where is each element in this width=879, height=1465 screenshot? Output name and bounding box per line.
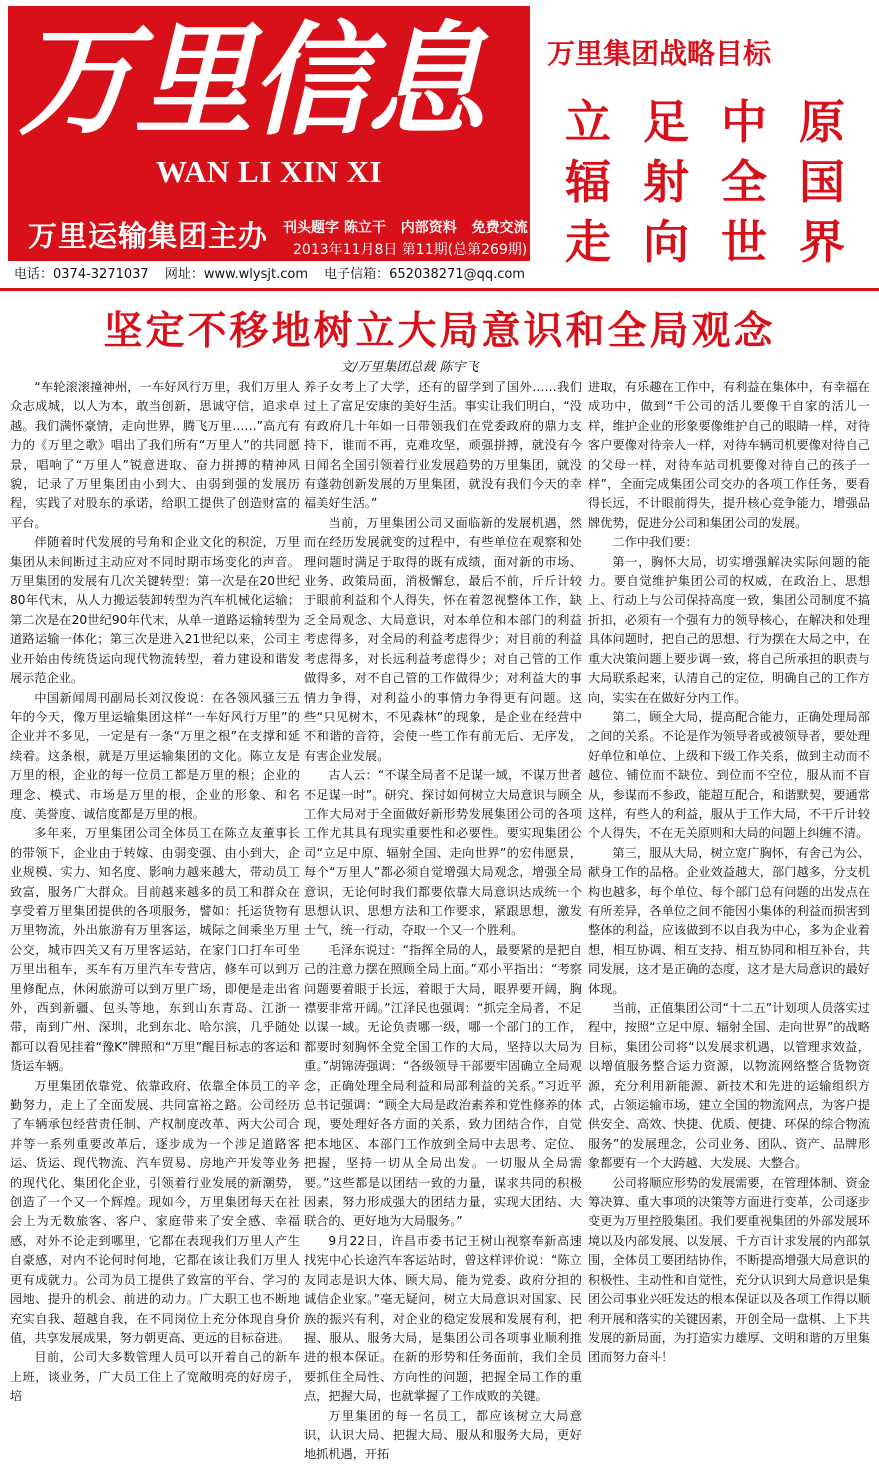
email-link[interactable]: 电子信箱：652038271@qq.com <box>324 267 525 282</box>
goal-char: 辐 <box>565 155 611 209</box>
article-paragraph: 中国新闻周刊副局长刘汉俊说：在各领风骚三五年的今天，像万里运输集团这样“一车好风行万里”的企业并不多见，一定是有一条“万里之根”在支撑和延续着。这条根，就是万里运输集团的文化。陈立友是万里的根，企业的每一位员工都是万里的根；企业的理念、模式、市场是万里的根，企业的形象、和名度、美誉度、诚信度都是万里的根。 <box>10 690 300 821</box>
article-paragraph: 万里集团的每一名员工，都应该树立大局意识，认识大局、把握大局、服从和服务大局，更好地抓机遇，开拓 <box>304 1408 582 1462</box>
newspaper-title: 万里信息 <box>18 8 484 152</box>
goals-heading: 万里集团战略目标 <box>547 37 772 70</box>
article-paragraph: 古人云：“不谋全局者不足谋一域，不谋万世者不足谋一时”。研究、探讨如何树立大局意识与顾全工作大局对于全面做好新形势发展集团公司的各项工作尤其具有现实重要性和必要性。要实现集团公司“立足中原、辐射全国、走向世界”的宏伟愿景，每个“万里人”都必须自觉增强大局观念，增强全局意识，无论何时我们都要依靠大局意识达成统一个思想认识、思想方法和工作要求，紧跟思想，激发士气，统一行动，夺取一个又一个胜利。 <box>304 768 582 938</box>
article-paragraph: 第三，服从大局，树立宽广胸怀，有舍己为公、献身工作的品格。企业效益越大，部门越多，分支机构也越多，每个单位、每个部门总有问题的出发点在有所差异，各单位之间不能因小集体的利益而损害到整体的利益，应该做到不以自我为中心，多为企业着想，相互协调、相互支持、相互协同和相互补台，共同发展，这才是正确的态度，这才是大局意识的最好体现。 <box>588 845 870 996</box>
issue-info: 2013年11月8日 第11期(总第269期) <box>293 242 528 258</box>
internal-label: 内部资料 <box>400 220 457 236</box>
goal-line-2 <box>565 146 845 212</box>
goal-char: 向 <box>643 215 689 269</box>
article-paragraph: 第一，胸怀大局，切实增强解决实际问题的能力。要自觉维护集团公司的权威，在政治上、思想上、行动上与公司保持高度一致，集团公司制度不搞折扣，必须有一个强有力的领导核心，在解决和处理具体问题时，把自己的思想、行为摆在大局之中，在重大决策问题上要步调一致，将自己所承担的职责与大局联系起来，认清自己的定位，明确自己的工作方向，实实在在做好分内工作。 <box>588 554 870 705</box>
article-paragraph: 当前，万里集团公司又面临新的发展机遇，然而在经历发展就变的过程中，有些单位在观察和处理问题时满足于取得的既有成绩，面对新的市场、业务、政策局面，消极懈怠，最后不前，斤斤计较于眼前利益和个人得失，怀在着忽视整体工作，缺乏全局观念、大局意识，对本单位和本部门的利益考虑得多，对全局的利益考虑得少；对目前的利益考虑得多，对长远利益考虑得少；对自己管的工作做得多，对不自己管的工作做得少；对利益大的事情力争得，对利益小的事情力争得更有问题。这些“只见树木，不见森林”的现象，是企业在经营中不和谐的音符，会使一些工作有前无后、无序发，有害企业发展。 <box>304 515 582 763</box>
article-paragraph: 二作中我们要： <box>612 535 698 550</box>
article-paragraph: 9月22日，许昌市委书记王树山视察奉新高速找宪中心长途汽车客运站时，曾这样评价说：“陈立友同志是识大体、顾大局、能为党委、政府分担的诚信企业家。”毫无疑问，树立大局意识对国家、民族的振兴有利，对企业的稳定发展和发展有利，把握、服从、服务大局，是集团公司各项事业顺利推进的根本保证。在新的形势和任务面前，我们全员要抓住全局性、方向性的问题，把握全局工作的重点，把握大局，也就掌握了工作成败的关键。 <box>304 1233 582 1404</box>
goal-char: 界 <box>799 215 845 269</box>
article-paragraph: 进取，有乐趣在工作中，有利益在集体中，有幸福在成功中，做到“千公司的活儿要像干自家的活儿一样，维护企业的形象要像维护自己的眼睛一样，对待客户要像对待亲人一样，对待车辆司机要像对待自己的父母一样，对待车站司机要像对待自己的孩子一样”，全面完成集团公司交办的各项工作任务，要看得长远，不计眼前得失，提升核心竞争能力，增强品牌优势，促进分公司和集团公司的发展。 <box>588 380 870 530</box>
divider <box>0 288 879 291</box>
website-link[interactable]: 网址：www.wlysjt.com <box>164 267 308 282</box>
article-paragraph: 当前，正值集团公司“十二五”计划项人员落实过程中，按照“立足中原、辐射全国、走向世界”的战略目标，集团公司将“以发展求机遇，以管理求效益，以增值服务整合运力资源，以物流网络整合货物资源，充分利用新能源、新技术和先进的运输组织方式，占领运输市场，建立全国的物流网点，为客户提供安全、高效、快捷、优质、便捷、环保的综合物流服务”的发展理念，公司业务、团队、资产、品牌形象都要有一个大跨越、大发展、大整合。 <box>588 1001 870 1171</box>
goal-char: 世 <box>721 215 767 269</box>
article-byline: 文/万里集团总裁 陈宇飞 <box>340 360 479 375</box>
goal-char: 射 <box>643 155 689 209</box>
article-paragraph: “车轮滚滚撞神州，一车好风行万里，我们万里人众志成城，以人为本，敢当创新，思诚守信，追求卓越。我们满怀豪情，走向世界，腾飞万里……”高亢有力的《万里之歌》唱出了我们所有“万里人”的共同愿景，唱响了“万里人”锐意进取、奋力拼搏的精神风貌，记录了万里集团由小到大、由弱到强的发展历程，实践了对股东的承诺，给职工提供了创造财富的平台。 <box>10 380 300 530</box>
article-paragraph: 多年来，万里集团公司全体员工在陈立友董事长的带领下，企业由于转嫁、由弱变强、由小到大，企业规模、实力、知名度、影响力越来越大，带动员工致富，服务广大群众。目前越来越多的员工和群众在享受着万里集团提供的各项服务，譬如：托运货物有万里物流，外出旅游有万里客运，城际之间乘坐万里公交，城市四关又有万里客运站，在家门口打车可坐万里出租车，买车有万里汽车专营店，修车可以到万里修配点，休闲旅游可以到万里广场，即便是走出省外，西到新疆、包头等地，东到山东青岛、江浙一带，南到广州、深圳，北到东北、哈尔滨，几乎随处都可以看见挂着“豫K”牌照和“万里”醒目标志的客运和货运车辆。 <box>10 826 300 1074</box>
title-inscription: 刊头题字 陈立干 <box>283 220 386 236</box>
masthead <box>8 6 530 261</box>
goal-char: 国 <box>799 155 845 209</box>
masthead-meta <box>283 217 538 237</box>
goal-char: 全 <box>721 155 767 209</box>
article-paragraph: 养子女考上了大学，还有的留学到了国外……我们过上了富足安康的美好生活。事实让我们明白，“没有政府几十年如一日带领我们在党委政府的鼎力支持下，谁而不再，克难攻坚，顽强拼搏，就没有今日闻名全国引领着行业发展趋势的万里集团，就没有蓬勃创新发展的万里集团，就没有我们今天的幸福美好生活。” <box>304 380 582 511</box>
article-column-1 <box>10 378 300 1404</box>
phone: 电话：0374-3271037 <box>14 267 149 282</box>
strategic-goals <box>535 6 875 269</box>
goal-char: 走 <box>565 215 611 269</box>
article-paragraph: 公司将顺应形势的发展需要，在管理体制、资金筹决算、重大事项的决策等方面进行变革，公司逐步变更为万里控股集团。我们要重视集团的外部发展环境以及内部发展、以发展、千方百计求发展的内部氛围，全体员工要团结协作，不断提高增强大局意识的积极性、主动性和自觉性，充分认识到大局意识是集团公司事业兴旺发达的根本保证以及各项工作得以顺利开展和落实的关键因素，开创全局一盘棋、上下共发展的新局面，为打造实力雄厚、文明和谐的万里集团而努力奋斗！ <box>588 1175 870 1365</box>
article-paragraph: 万里集团依靠党、依靠政府、依靠全体员工的辛勤努力，走上了全面发展、共同富裕之路。公司经历了车辆承包经营责任制、产权制度改革、两大公司合并等一系列重要改革后，逐步成为一个涉足道路客运、货运、现代物流、汽车贸易、房地产开发等业务的现代化、集团化企业，引领着行业发展的新潮势，创造了一个又一个辉煌。现如今，万里集团每天在社会上为无数旅客、客户、家庭带来了安全感、幸福感，对外不论走到哪里，它都在表现我们万里人产生自豪感，对内不论何时何地，它都在该让我们万里人更有成就力。公司为员工提供了致富的平台、学习的园地、提升的机会、前进的动力。广大职工也不断地充实自我、超越自我，在不同岗位上充分体现自身价值，共享发展成果，努力朝更高、更远的目标奋进。 <box>10 1078 300 1345</box>
goal-char: 原 <box>799 95 845 149</box>
goal-char: 立 <box>565 95 611 149</box>
article-paragraph: 毛泽东说过：“指挥全局的人，最要紧的是把自己的注意力摆在照顾全局上面。”邓小平指出：“考察问题要着眼于长远，着眼于大局，眼界要开阔，胸襟要非常开阔。”江泽民也强调：“抓完全局者，不足以谋一域。无论负责哪一级，哪一个部门的工作，都要时刻胸怀全党全国工作的大局，坚持以大局为重。”胡锦涛强调：“各级领导干部要牢固确立全局观念，正确处理全局利益和局部利益的关系。”习近平总书记强调：“顾全大局是政治素养和党性修养的体现，要处理好各方面的关系，致力团结合作，自觉把本地区、本部门工作放到全局中去思考、定位、把握，坚持一切从全局出发。一切服从全局需要。”这些都是以团结一致的力量，谋求共同的积极因素，努力形成强大的团结力量，实现大团结、大联合的、更好地为大局服务。” <box>304 942 582 1229</box>
free-exchange-label: 免费交流 <box>471 220 528 236</box>
goal-line-3 <box>565 206 845 272</box>
article-column-3 <box>588 378 870 1365</box>
goal-line-1 <box>565 86 845 152</box>
sponsor-line: 万里运输集团主办 <box>28 219 269 253</box>
article-column-2 <box>304 378 582 1462</box>
newspaper-pinyin: WAN LI XIN XI <box>155 154 383 189</box>
article-headline: 坚定不移地树立大局意识和全局观念 <box>103 309 776 354</box>
article-paragraph: 伴随着时代发展的号角和企业文化的积淀，万里集团从未间断过主动应对不同时期市场变化的声音。万里集团的发展有几次关键转型：第一次是在20世纪80年代末，从人力搬运装卸转型为汽车机械化运输；第二次是在20世纪90年代末，从单一道路运输转型为道路运输一体化；第三次是进入21世纪以来，公司主业开始由传统货运向现代物流转型，着力建设和谐发展示范企业。 <box>10 535 300 686</box>
goal-char: 中 <box>721 95 767 149</box>
contact-bar <box>14 263 574 285</box>
article-paragraph: 目前，公司大多数管理人员可以开着自己的新车上班，谈业务，广大员工住上了宽敞明亮的好房子，培 <box>10 1350 300 1404</box>
article-paragraph: 第二，顾全大局，提高配合能力，正确处理局部之间的关系。不论是作为领导者或被领导者，要处理好单位和单位、上级和下级工作关系，做到主动而不越位、铺位而不缺位、到位而不空位，服从而不盲从，参谋而不参政，能超互配合，和谐默契，要通常这样，有些人的利益，服从于工作大局，不干斤计较个人得失，不在无关原则和大局的问题上纠缠不清。 <box>588 709 870 841</box>
goal-char: 足 <box>643 95 689 149</box>
